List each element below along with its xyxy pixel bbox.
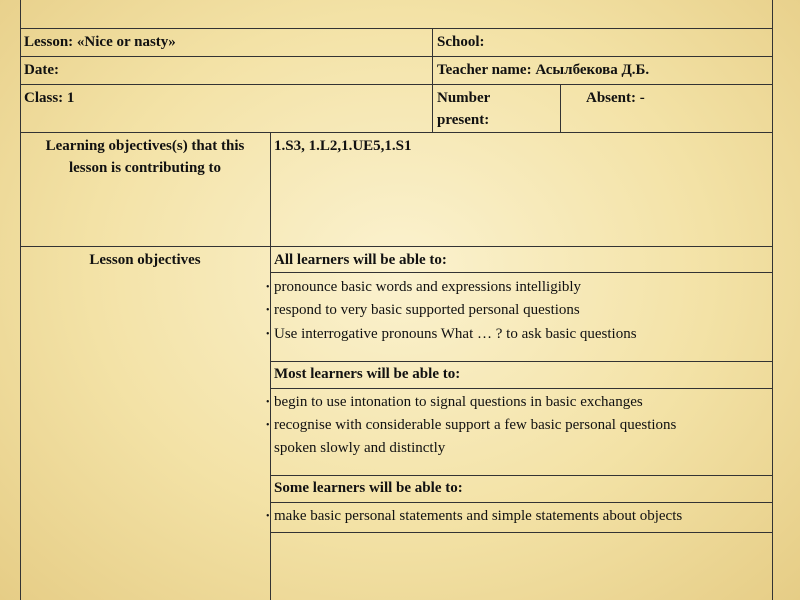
all-learners-heading: All learners will be able to: [274,252,447,268]
number-present-label: Number [437,90,491,106]
row-rule [20,56,772,57]
most-learners-item: begin to use intonation to signal questions in basic exchanges [274,394,643,410]
objectives-column-divider [270,132,271,600]
table-right-border [772,0,773,600]
most-learners-item-continued: spoken slowly and distinctly [274,440,446,456]
row-rule [20,132,772,133]
header-column-divider [432,28,433,132]
learning-objectives-label: Learning objectives(s) that this [45,138,245,154]
row-rule [20,28,772,29]
row-rule [20,246,772,247]
learning-objectives-label-line2: lesson is contributing to [68,160,222,176]
all-learners-item: pronounce basic words and expressions intelligibly [274,279,582,295]
bullet-icon: • [266,511,270,522]
table-left-border [20,0,21,600]
some-learners-heading: Some learners will be able to: [274,480,463,496]
learning-objectives-codes: 1.S3, 1.L2,1.UE5,1.S1 [274,138,412,154]
most-learners-item: recognise with considerable support a few basic personal questions [274,417,677,433]
teacher-name: Teacher name: Асылбекова Д.Б. [437,62,650,78]
most-learners-heading: Most learners will be able to: [274,366,461,382]
bullet-icon: • [266,397,270,408]
row-rule [270,361,772,362]
some-learners-item: make basic personal statements and simple statements about objects [274,508,683,524]
bullet-icon: • [266,305,270,316]
bullet-icon: • [266,420,270,431]
number-present-label-line2: present: [437,112,490,128]
lesson-title: Lesson: «Nice or nasty» [24,34,176,50]
number-absent-divider [560,84,561,132]
date-label: Date: [24,62,59,78]
row-rule [270,502,772,503]
lesson-objectives-label: Lesson objectives [89,252,201,268]
all-learners-item: respond to very basic supported personal questions [274,302,580,318]
row-rule [270,388,772,389]
bullet-icon: • [266,329,270,340]
row-rule [270,475,772,476]
absent-label: Absent: - [586,90,645,106]
class-label: Class: 1 [24,90,75,106]
bullet-icon: • [266,282,270,293]
all-learners-item: Use interrogative pronouns What … ? to ask basic questions [274,326,637,342]
row-rule [270,532,772,533]
row-rule [270,272,772,273]
row-rule [20,84,772,85]
school-label: School: [437,34,485,50]
